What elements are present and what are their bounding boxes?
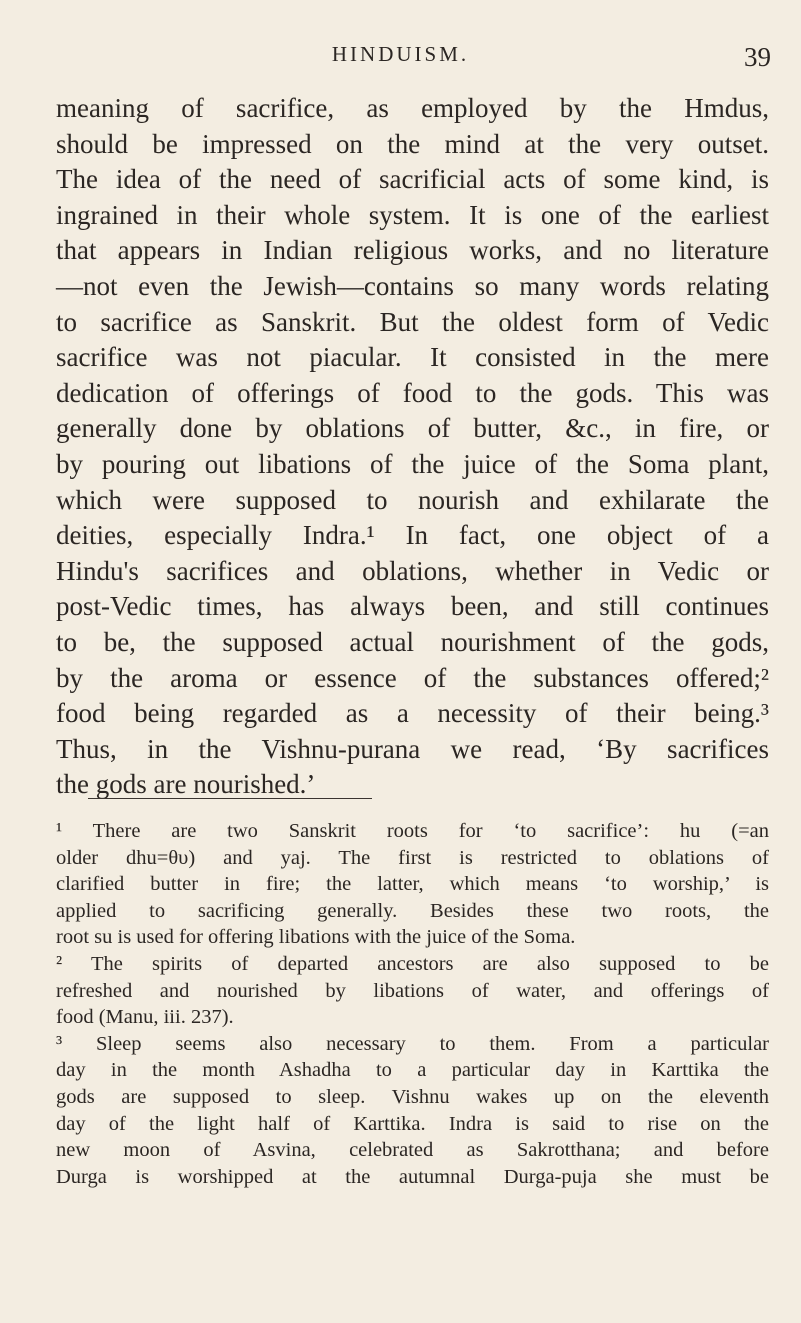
text-line: post-Vedic times, has always been, and still continues xyxy=(56,591,769,622)
text-line: —not even the Jewish—contains so many words relating xyxy=(56,270,769,301)
page-number: 39 xyxy=(744,42,771,72)
footnote-line: refreshed and nourished by libations of water, and offerings of xyxy=(56,979,769,1002)
footnote-line: new moon of Asvina, celebrated as Sakrotthana; and before xyxy=(56,1139,769,1162)
text-line: generally done by oblations of butter, &c., in fire, or xyxy=(56,413,769,444)
text-line: meaning of sacrifice, as employed by the Hmdus, xyxy=(56,93,769,123)
footnote-line: clarified butter in fire; the latter, which means ‘to worship,’ is xyxy=(56,873,769,896)
footnote-line: older dhu=θυ) and yaj. The first is restricted to oblations of xyxy=(56,846,769,869)
footnote-line: gods are supposed to sleep. Vishnu wakes up on the eleventh xyxy=(56,1085,769,1108)
footnote-line: Durga is worshipped at the autumnal Durga-puja she must be xyxy=(56,1165,769,1188)
footnotes xyxy=(56,818,769,1190)
text-line: which were supposed to nourish and exhilarate the xyxy=(56,484,769,515)
text-line: to be, the supposed actual nourishment of the gods, xyxy=(56,626,769,657)
footnote-line: ³ Sleep seems also necessary to them. From a particular xyxy=(56,1032,769,1055)
text-line: The idea of the need of sacrificial acts of some kind, is xyxy=(56,164,769,195)
text-line: Thus, in the Vishnu-purana we read, ‘By sacrifices xyxy=(56,733,769,764)
text-line: ingrained in their whole system. It is one of the earliest xyxy=(56,199,769,230)
footnote-line: applied to sacrificing generally. Besides these two roots, the xyxy=(56,899,769,922)
text-line: sacrifice was not piacular. It consisted in the mere xyxy=(56,342,769,373)
text-line: Hindu's sacrifices and oblations, whether in Vedic or xyxy=(56,555,769,586)
footnote-line: root su is used for offering libations with the juice of the Soma. xyxy=(56,926,576,949)
footnote-line: ² The spirits of departed ancestors are also supposed to be xyxy=(56,952,769,975)
main-text xyxy=(56,91,769,803)
footnote-line: day in the month Ashadha to a particular day in Karttika the xyxy=(56,1059,769,1082)
footnote-line: food (Manu, iii. 237). xyxy=(56,1006,234,1029)
text-line: by pouring out libations of the juice of the Soma plant, xyxy=(56,448,769,479)
text-line: deities, especially Indra.¹ In fact, one object of a xyxy=(56,520,769,551)
footnote-rule xyxy=(88,798,372,799)
text-line: by the aroma or essence of the substances offered;² xyxy=(56,662,769,693)
text-line: dedication of offerings of food to the gods. This was xyxy=(56,377,769,408)
text-line: the gods are nourished.’ xyxy=(56,769,316,800)
running-head xyxy=(0,42,801,82)
footnote-line: day of the light half of Karttika. Indra is said to rise on the xyxy=(56,1112,769,1135)
text-line: to sacrifice as Sanskrit. But the oldest form of Vedic xyxy=(56,306,769,337)
running-title: HINDUISM. xyxy=(331,42,470,66)
text-line: should be impressed on the mind at the very outset. xyxy=(56,128,769,159)
text-line: that appears in Indian religious works, and no literature xyxy=(56,235,769,266)
text-line: food being regarded as a necessity of their being.³ xyxy=(56,698,769,729)
footnote-line: ¹ There are two Sanskrit roots for ‘to sacrifice’: hu (=an xyxy=(56,820,769,842)
